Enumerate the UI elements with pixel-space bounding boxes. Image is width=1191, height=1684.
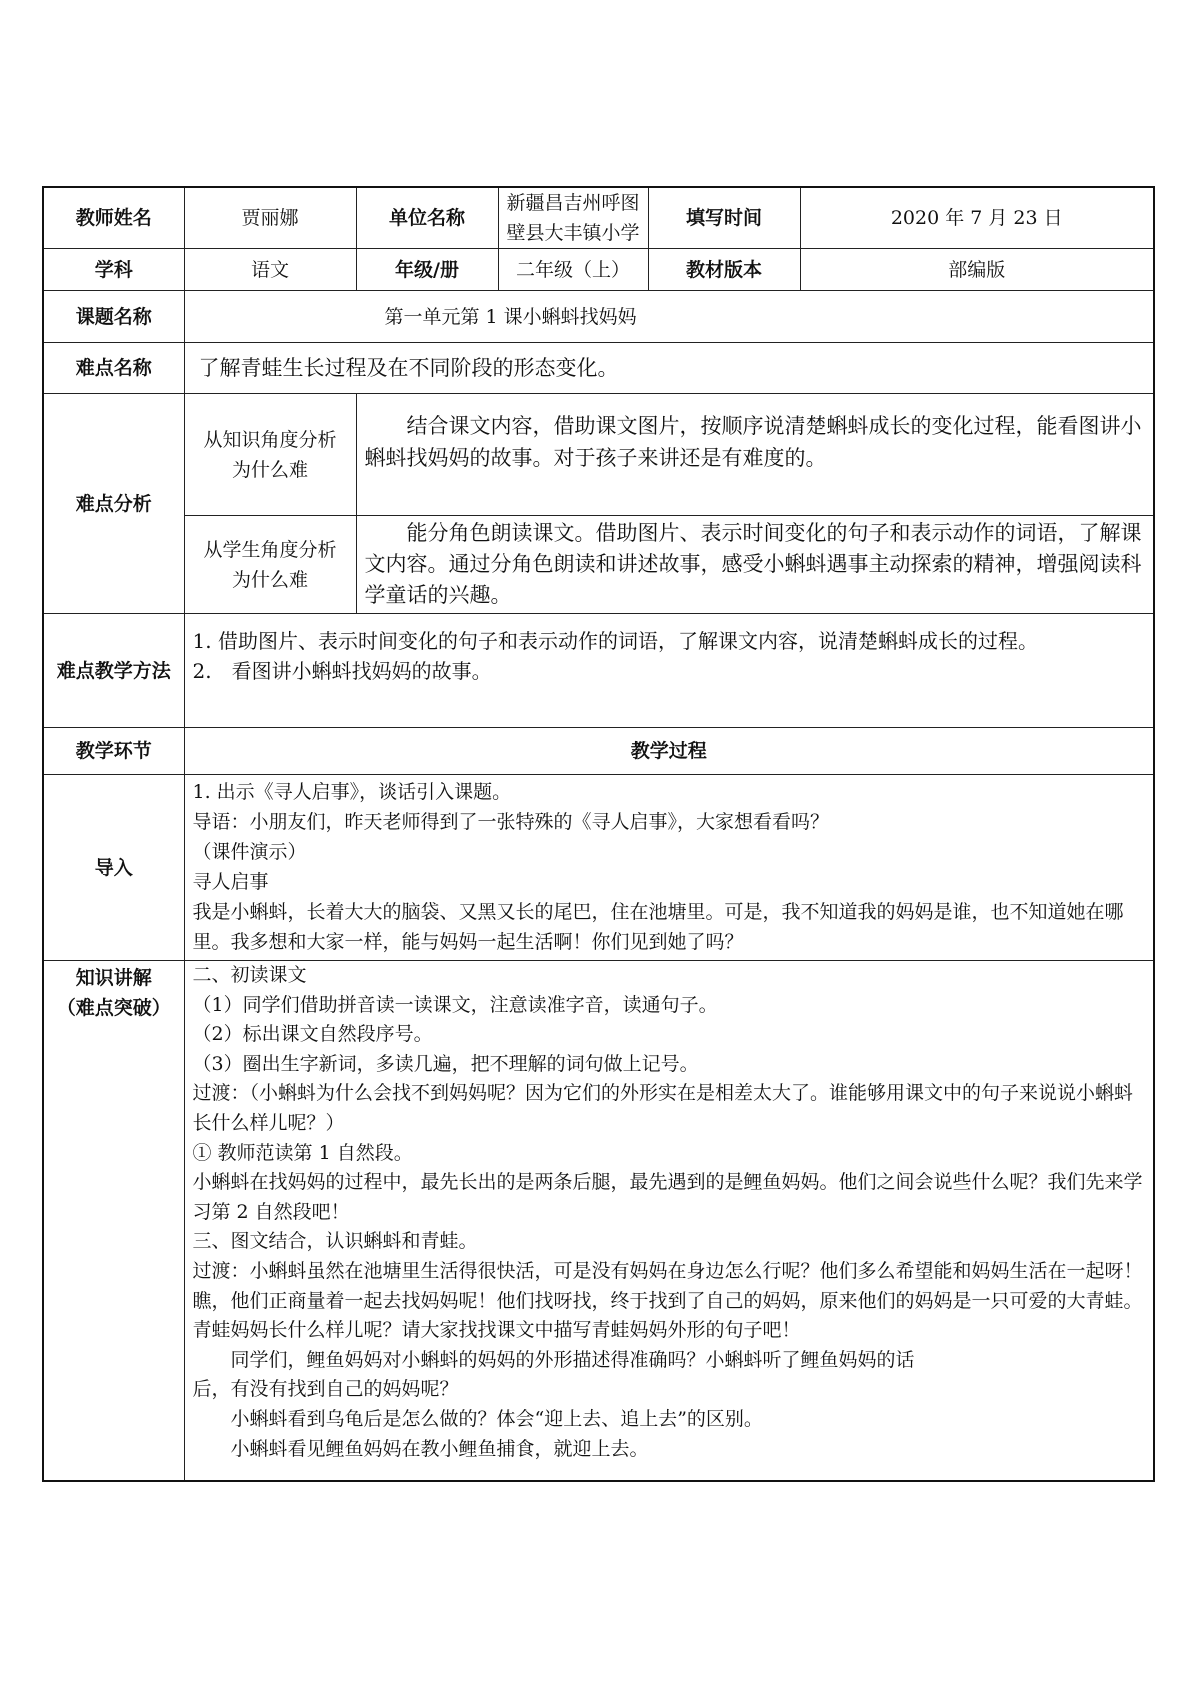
lecture-line-11: 后，有没有找到自己的妈妈呢？ [192,1378,459,1401]
lecture-line-1: 二、初读课文 [192,964,307,986]
intro-line-4: 寻人启事 [192,871,269,893]
lecture-row [43,961,1154,1481]
knowledge-angle-line2: 为什么难 [231,458,308,481]
student-angle-line1: 从学生角度分析 [203,538,337,561]
knowledge-angle-line1: 从知识角度分析 [203,428,337,451]
knowledge-angle-paragraph: 结合课文内容，借助课文图片，按顺序说清楚蝌蚪成长的变化过程，能看图讲小蝌蚪找妈妈的故事。对于孩子来讲还是有难度的。 [364,414,1142,470]
teacher-name-value: 贾丽娜 [184,187,356,249]
method-label: 难点教学方法 [43,614,184,728]
method-row [43,614,1154,728]
lesson-plan-table [42,186,1155,1482]
method-line-1: 1. 借助图片、表示时间变化的句子和表示动作的词语，了解课文内容，说清楚蝌蚪成长的过程。 [192,629,1038,653]
student-angle-line2: 为什么难 [231,568,308,591]
lecture-line-2: （1）同学们借助拼音读一读课文，注意读准字音，读通句子。 [192,993,718,1016]
intro-line-5: 我是小蝌蚪，长着大大的脑袋、又黑又长的尾巴，住在池塘里。可是，我不知道我的妈妈是谁，也不知道她在哪里。我多想和大家一样，能与妈妈一起生活啊！你们见到她了吗？ [192,901,1124,953]
header-row-teacher [43,187,1154,249]
topic-label: 课题名称 [43,291,184,343]
knowledge-angle-label [184,394,356,516]
unit-name-value [498,187,648,249]
student-angle-label [184,516,356,614]
unit-name-label: 单位名称 [356,187,498,249]
student-angle-text [356,516,1154,614]
method-line-2: 2. 看图讲小蝌蚪找妈妈的故事。 [192,659,492,683]
unit-name-line2: 壁县大丰镇小学 [506,222,640,244]
knowledge-angle-text [356,394,1154,516]
process-label: 教学过程 [184,728,1154,775]
fill-date-label: 填写时间 [648,187,800,249]
difficulty-row [43,343,1154,394]
subject-value: 语文 [184,249,356,291]
intro-content [184,775,1154,961]
lecture-line-5: 过渡：（小蝌蚪为什么会找不到妈妈呢？因为它们的外形实在是相差太大了。谁能够用课文中的句子来说说小蝌蚪长什么样儿呢？） [192,1082,1134,1134]
intro-line-1: 1. 出示《寻人启事》，谈话引入课题。 [192,781,512,803]
process-header-row [43,728,1154,775]
student-angle-paragraph: 能分角色朗读课文。借助图片、表示时间变化的句子和表示动作的词语，了解课文内容。通过分角色朗读和讲述故事，感受小蝌蚪遇事主动探索的精神，增强阅读科学童话的兴趣。 [364,521,1142,607]
lecture-label-line2: （难点突破） [56,997,171,1019]
analysis-label: 难点分析 [43,394,184,614]
lecture-content [184,961,1154,1481]
lecture-line-10: 同学们，鲤鱼妈妈对小蝌蚪的妈妈的外形描述得准确吗？小蝌蚪听了鲤鱼妈妈的话 [230,1348,915,1371]
lecture-line-7: 小蝌蚪在找妈妈的过程中，最先长出的是两条后腿，最先遇到的是鲤鱼妈妈。他们之间会说些什么呢？我们先来学习第 2 自然段吧！ [192,1171,1143,1223]
subject-label: 学科 [43,249,184,291]
lecture-line-9: 过渡：小蝌蚪虽然在池塘里生活得很快活，可是没有妈妈在身边怎么行呢？他们多么希望能和妈妈生活在一起呀！瞧，他们正商量着一起去找妈妈呢！他们找呀找，终于找到了自己的妈妈，原来他们的妈妈是一只可爱的大青蛙。青蛙妈妈长什么样儿呢？请大家找找课文中描写青蛙妈妈外形的句子吧！ [192,1259,1143,1342]
intro-line-2: 导语：小朋友们，昨天老师得到了一张特殊的《寻人启事》，大家想看看吗？ [192,811,830,833]
intro-row [43,775,1154,961]
difficulty-value: 了解青蛙生长过程及在不同阶段的形态变化。 [184,343,1154,394]
lecture-line-3: （2）标出课文自然段序号。 [192,1023,433,1046]
stage-label: 教学环节 [43,728,184,775]
unit-name-line1: 新疆昌吉州呼图 [506,192,640,214]
teacher-name-label: 教师姓名 [43,187,184,249]
difficulty-label: 难点名称 [43,343,184,394]
lecture-label-line1: 知识讲解 [75,967,152,989]
fill-date-value: 2020 年 7 月 23 日 [800,187,1154,249]
grade-value: 二年级（上） [498,249,648,291]
method-content [184,614,1154,728]
lecture-line-13: 小蝌蚪看见鲤鱼妈妈在教小鲤鱼捕食，就迎上去。 [230,1437,649,1460]
header-row-subject [43,249,1154,291]
lecture-line-6: ① 教师范读第 1 自然段。 [192,1141,413,1164]
lecture-line-4: （3）圈出生字新词，多读几遍，把不理解的词句做上记号。 [192,1052,699,1075]
topic-row [43,291,1154,343]
lecture-label [43,961,184,1481]
intro-label: 导入 [43,775,184,961]
edition-label: 教材版本 [648,249,800,291]
lecture-line-12: 小蝌蚪看到乌龟后是怎么做的？体会“迎上去、追上去”的区别。 [230,1407,763,1430]
analysis-row-knowledge [43,394,1154,516]
grade-label: 年级/册 [356,249,498,291]
intro-line-3: （课件演示） [192,841,307,863]
lecture-line-8: 三、图文结合，认识蝌蚪和青蛙。 [192,1230,478,1253]
edition-value: 部编版 [800,249,1154,291]
analysis-row-student [43,516,1154,614]
topic-value: 第一单元第 1 课小蝌蚪找妈妈 [184,291,1154,343]
